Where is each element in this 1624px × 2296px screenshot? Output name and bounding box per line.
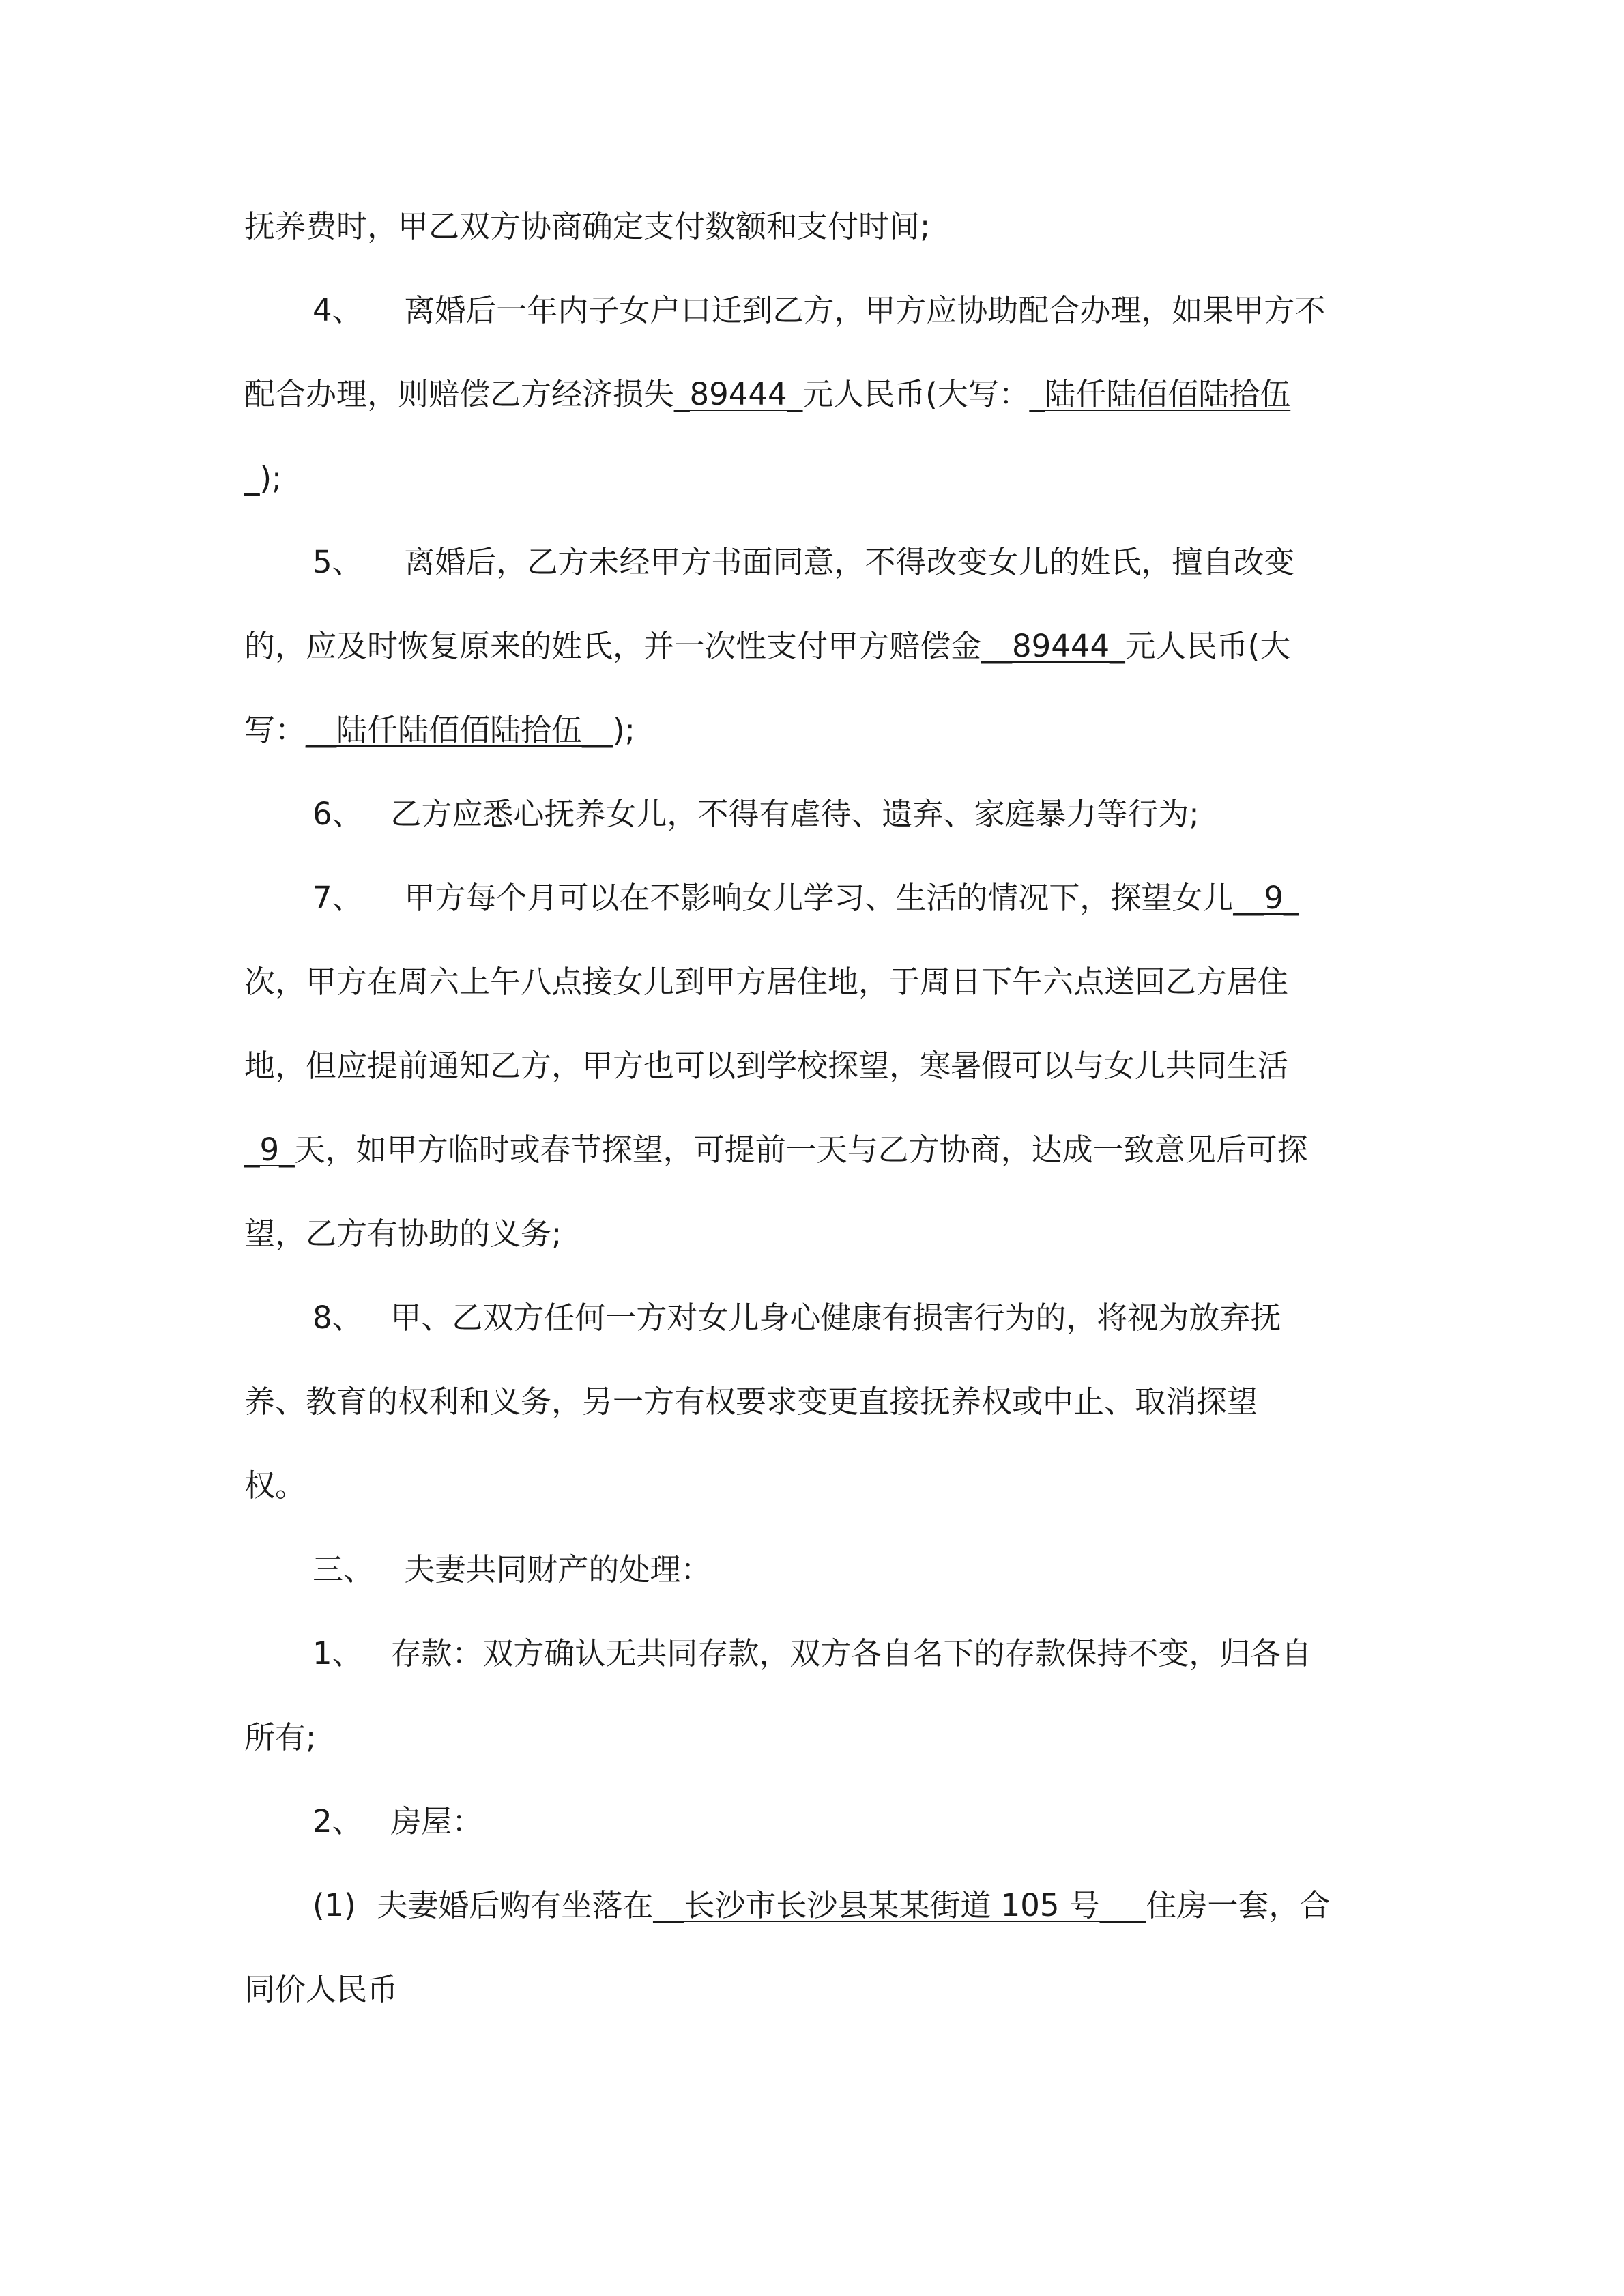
paragraph-text: 元人民币(大 — [1125, 628, 1291, 664]
paragraph-text: 抚养费时，甲乙双方协商确定支付数额和支付时间; — [244, 208, 931, 244]
amount-in-words: __陆仟陆佰佰陆拾伍__ — [306, 712, 613, 748]
paragraph-text: ); — [259, 460, 282, 496]
paragraph-text: 的，应及时恢复原来的姓氏，并一次性支付甲方赔偿金 — [244, 628, 982, 664]
clause-number: 5、 — [313, 544, 363, 580]
amount-in-words: _陆仟陆佰佰陆拾伍 — [1029, 376, 1291, 412]
clause-7-line-3 — [244, 1046, 1391, 1087]
clause-5-line-2 — [244, 626, 1391, 667]
clause-number: 2、 — [313, 1803, 363, 1839]
paragraph-text: 离婚后一年内子女户口迁到乙方，甲方应协助配合办理，如果甲方不 — [404, 292, 1326, 328]
clause-8-line-1 — [313, 1297, 1391, 1338]
clause-number: 4、 — [313, 292, 363, 328]
paragraph-text: 天，如甲方临时或春节探望，可提前一天与乙方协商，达成一致意见后可探 — [294, 1132, 1308, 1168]
house-1-line-1 — [313, 1885, 1391, 1926]
clause-number: 7、 — [313, 880, 363, 916]
paragraph-text: 次，甲方在周六上午八点接女儿到甲方居住地，于周日下午六点送回乙方居住 — [244, 964, 1289, 1000]
compensation-amount: __89444_ — [981, 628, 1125, 664]
paragraph-text: 配合办理，则赔偿乙方经济损失 — [244, 376, 675, 412]
property-1-line-2 — [244, 1717, 1391, 1758]
clause-7-line-5 — [244, 1214, 1391, 1254]
property-address: __长沙市长沙县某某街道 105 号___ — [653, 1887, 1146, 1923]
visit-count: __9_ — [1233, 880, 1299, 916]
clause-4-line-1 — [313, 290, 1391, 331]
paragraph-text: 望，乙方有协助的义务; — [244, 1216, 562, 1252]
paragraph-text: 甲、乙双方任何一方对女儿身心健康有损害行为的，将视为放弃抚 — [390, 1300, 1281, 1336]
paragraph-text: 离婚后，乙方未经甲方书面同意，不得改变女儿的姓氏，擅自改变 — [404, 544, 1295, 580]
clause-4-line-2 — [244, 374, 1391, 415]
paragraph-text: 乙方应悉心抚养女儿，不得有虐待、遗弃、家庭暴力等行为; — [390, 796, 1200, 832]
property-2-line-1 — [313, 1801, 1391, 1842]
paragraph-text: 住房一套，合 — [1146, 1887, 1331, 1923]
paragraph-text: 写： — [244, 712, 306, 748]
text-line — [244, 206, 1391, 247]
clause-number: 1、 — [313, 1635, 363, 1671]
clause-7-line-1 — [313, 878, 1391, 919]
clause-6-line-1 — [313, 794, 1391, 835]
clause-number: 8、 — [313, 1300, 363, 1336]
house-1-line-2 — [244, 1969, 1391, 2010]
paragraph-text: ); — [613, 712, 635, 748]
clause-number: 6、 — [313, 796, 363, 832]
clause-number: (1) — [313, 1887, 356, 1923]
property-1-line-1 — [313, 1633, 1391, 1674]
paragraph-text: 房屋： — [390, 1803, 483, 1839]
paragraph-text: 存款：双方确认无共同存款，双方各自名下的存款保持不变，归各自 — [390, 1635, 1312, 1671]
clause-4-line-3 — [244, 458, 1391, 499]
clause-5-line-1 — [313, 542, 1391, 583]
paragraph-text: 所有; — [244, 1719, 317, 1755]
paragraph-text: 养、教育的权利和义务，另一方有权要求变更直接抚养权或中止、取消探望 — [244, 1383, 1258, 1420]
blank-underline: _ — [244, 460, 260, 496]
clause-8-line-2 — [244, 1381, 1391, 1422]
clause-7-line-2 — [244, 962, 1391, 1003]
compensation-amount: _89444_ — [674, 376, 803, 412]
section-number: 三、 — [313, 1551, 375, 1588]
paragraph-text: 甲方每个月可以在不影响女儿学习、生活的情况下，探望女儿 — [404, 880, 1234, 916]
holiday-days: _9_ — [244, 1132, 295, 1168]
paragraph-text: 夫妻婚后购有坐落在 — [377, 1887, 654, 1923]
paragraph-text: 同价人民币 — [244, 1971, 398, 2007]
paragraph-text: 地，但应提前通知乙方，甲方也可以到学校探望，寒暑假可以与女儿共同生活 — [244, 1048, 1289, 1084]
section-3-heading — [313, 1549, 1391, 1590]
clause-8-line-3 — [244, 1465, 1391, 1506]
paragraph-text: 权。 — [244, 1467, 306, 1504]
clause-5-line-3 — [244, 710, 1391, 751]
paragraph-text: 元人民币(大写： — [802, 376, 1030, 412]
clause-7-line-4 — [244, 1130, 1391, 1171]
section-title: 夫妻共同财产的处理： — [404, 1551, 712, 1588]
